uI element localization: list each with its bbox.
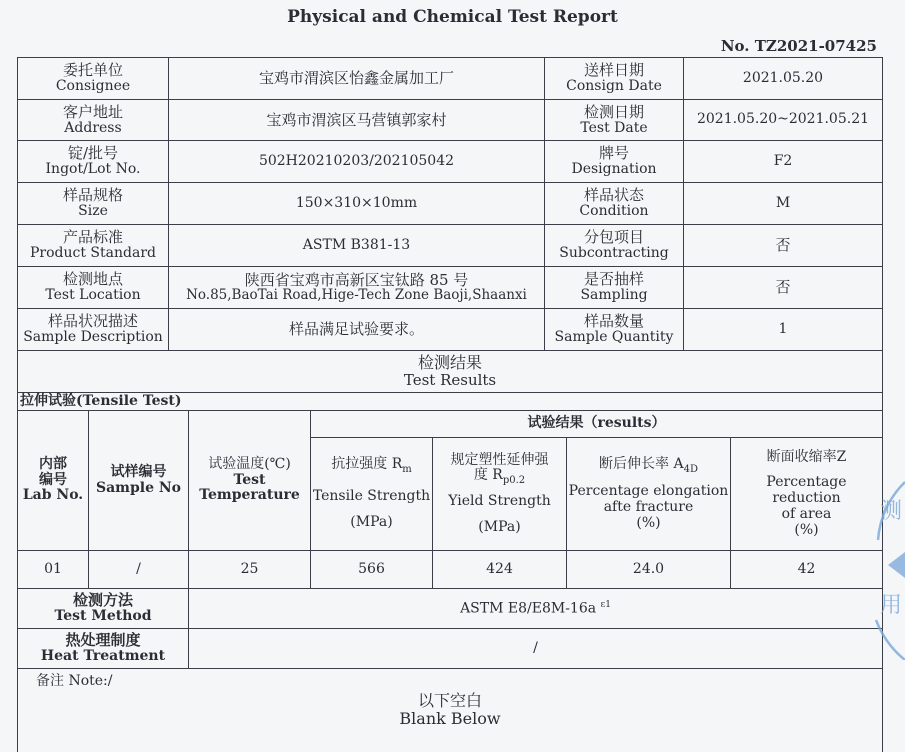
sampling-value: 否 [775, 278, 791, 297]
sample-no-value: / [136, 560, 141, 577]
lab-no-header: 内部编号 Lab No. [22, 455, 84, 504]
test-location-value: 陕西省宝鸡市高新区宝钛路 85 号 No.85,BaoTai Road,Hige-Tech Zone Baoji,Shaanxi [186, 270, 527, 304]
tensile-test-label: 拉伸试验(Tensile Test) [20, 392, 182, 409]
temperature-header: 试验温度(℃) Test Temperature [199, 455, 300, 504]
heat-treatment-value: / [533, 639, 538, 656]
sample-quantity-value: 1 [778, 320, 788, 337]
lot-no-label: 锭/批号 Ingot/Lot No. [45, 144, 141, 178]
designation-value: F2 [773, 152, 793, 169]
results-header: 试验结果（results） [527, 415, 666, 432]
tensile-strength-header: 抗拉强度 $R_m$ Tensile Strength (MPa) [312, 456, 431, 530]
product-standard-value: ASTM B381-13 [302, 236, 411, 253]
consignee-value: 宝鸡市渭滨区怡鑫金属加工厂 [258, 69, 454, 88]
note-label: 备注 Note:/ [36, 672, 113, 689]
yield-strength-header: 规定塑性延伸强 度 $R_{p0.2}$ Yield Strength (MPa) [448, 451, 551, 535]
size-value: 150×310×10mm [295, 194, 418, 211]
report-title: Physical and Chemical Test Report [287, 7, 618, 27]
sample-no-header: 试样编号 Sample No [95, 463, 182, 496]
yield-strength-value: 424 [486, 560, 513, 577]
address-label: 客户地址 Address [62, 102, 123, 136]
svg-text:测: 测 [880, 499, 903, 524]
address-value: 宝鸡市渭滨区马营镇郭家村 [266, 110, 447, 129]
lot-no-value: 502H20210203/202105042 [258, 152, 455, 169]
test-date-label: 检测日期 Test Date [580, 102, 648, 136]
sample-quantity-label: 样品数量 Sample Quantity [554, 312, 674, 346]
reduction-of-area-value: 42 [797, 560, 816, 577]
consign-date-label: 送样日期 Consign Date [566, 61, 662, 95]
tensile-strength-value: 566 [358, 560, 385, 577]
consign-date-value: 2021.05.20 [742, 69, 824, 86]
condition-label: 样品状态 Condition [579, 186, 649, 220]
heat-treatment-label: 热处理制度 Heat Treatment [40, 631, 166, 665]
blank-below: 以下空白 Blank Below [399, 691, 501, 728]
consignee-label: 委托单位 Consignee [55, 61, 131, 95]
subcontracting-label: 分包项目 Subcontracting [559, 228, 669, 262]
elongation-value: 24.0 [632, 560, 665, 577]
subcontracting-value: 否 [775, 236, 791, 255]
stamp-seal [858, 470, 905, 660]
svg-text:用: 用 [880, 593, 903, 618]
test-results-heading: 检测结果 Test Results [403, 353, 497, 390]
condition-value: M [775, 194, 791, 211]
sample-description-value: 样品满足试验要求。 [288, 320, 424, 339]
size-label: 样品规格 Size [62, 186, 123, 220]
report-number: No. TZ2021-07425 [720, 37, 877, 55]
lab-no-value: 01 [44, 560, 62, 577]
elongation-header: 断后伸长率 $A_{4D}$ Percentage elongation afte fracture (%) [568, 455, 729, 531]
sample-description-label: 样品状况描述 Sample Description [23, 312, 163, 346]
temperature-value: 25 [240, 560, 259, 577]
product-standard-label: 产品标准 Product Standard [30, 228, 156, 262]
test-method-value: ASTM E8/E8M-16a $^{\varepsilon 1}$ [460, 599, 611, 617]
test-date-value: 2021.05.20~2021.05.21 [696, 111, 870, 128]
test-location-label: 检测地点 Test Location [45, 270, 141, 304]
sampling-label: 是否抽样 Sampling [580, 270, 648, 304]
test-method-label: 检测方法 Test Method [54, 591, 152, 625]
designation-label: 牌号 Designation [571, 144, 657, 178]
reduction-of-area-header: 断面收缩率Z Percentage reduction of area (%) [766, 448, 847, 538]
